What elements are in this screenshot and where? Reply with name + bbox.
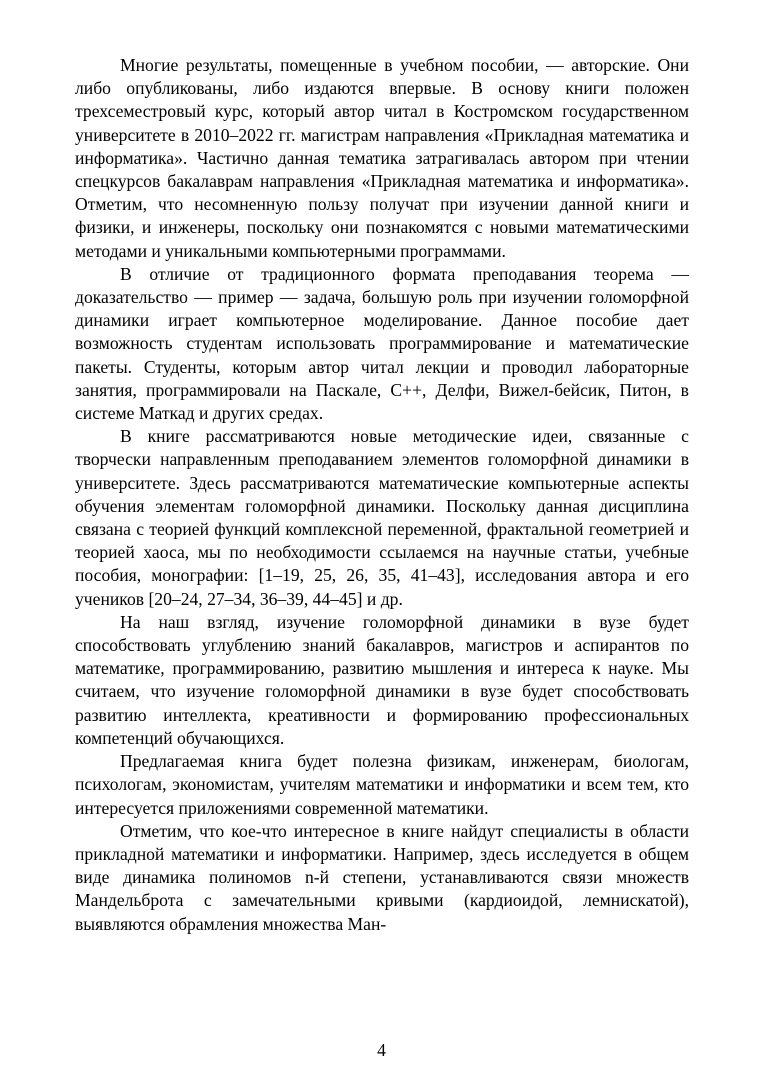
page-number: 4 xyxy=(377,1040,386,1060)
paragraph-6: Отметим, что кое-что интересное в книге найдут специалисты в области прикладной математики и информатики. Например, здесь исследуется в общем виде динамика полиномов n-й степени, устанавливаются связи множеств Мандельброта с замечательными кривыми (кардиоидой, лемнискатой), выявляются обрамления множества Ман- xyxy=(75,820,689,934)
paragraph-2: В отличие от традиционного формата преподавания теорема — доказательство — пример — задача, большую роль при изучении голоморфной динамики играет компьютерное моделирование. Данное пособие дает возможность студентам использовать программирование и математические пакеты. Студенты, которым автор читал лекции и проводил лабораторные занятия, программировали на Паскале, C++, Делфи, Вижел-бейсик, Питон, в системе Маткад и других средах. xyxy=(75,263,689,424)
paragraph-3: В книге рассматриваются новые методические идеи, связанные с творчески направленным преподаванием элементов голоморфной динамики в университете. Здесь рассматриваются математические компьютерные аспекты обучения элементам голоморфной динамики. Поскольку данная дисциплина связана с теорией функций комплексной переменной, фрактальной геометрией и теорией хаоса, мы по необходимости ссылаемся на научные статьи, учебные пособия, монографии: [1–19, 25, 26, 35, 41–43], исследования автора и его учеников [20–24, 27–34, 36–39, 44–45] и др. xyxy=(75,426,689,609)
paragraph-1: Многие результаты, помещенные в учебном пособии, — авторские. Они либо опубликованы, либо издаются впервые. В основу книги положен трехсеместровый курс, который автор читал в Костромском государственном университете в 2010–2022 гг. магистрам направления «Прикладная математика и информатика». Частично данная тематика затрагивалась автором при чтении спецкурсов бакалаврам направления «Прикладная математика и информатика». Отметим, что несомненную пользу получат при изучении данной книги и физики, и инженеры, поскольку они познакомятся с новыми математическими методами и уникальными компьютерными программами. xyxy=(75,55,689,261)
paragraph-5: Предлагаемая книга будет полезна физикам, инженерам, биологам, психологам, экономистам, учителям математики и информатики и всем тем, кто интересуется приложениями современной математики. xyxy=(75,751,689,818)
paragraph-4: На наш взгляд, изучение голоморфной динамики в вузе будет способствовать углублению знаний бакалавров, магистров и аспирантов по математике, программированию, развитию мышления и интереса к науке. Мы считаем, что изучение голоморфной динамики в вузе будет способствовать развитию интеллекта, креативности и формированию профессиональных компетенций обучающихся. xyxy=(75,611,689,748)
page-body xyxy=(75,54,689,936)
